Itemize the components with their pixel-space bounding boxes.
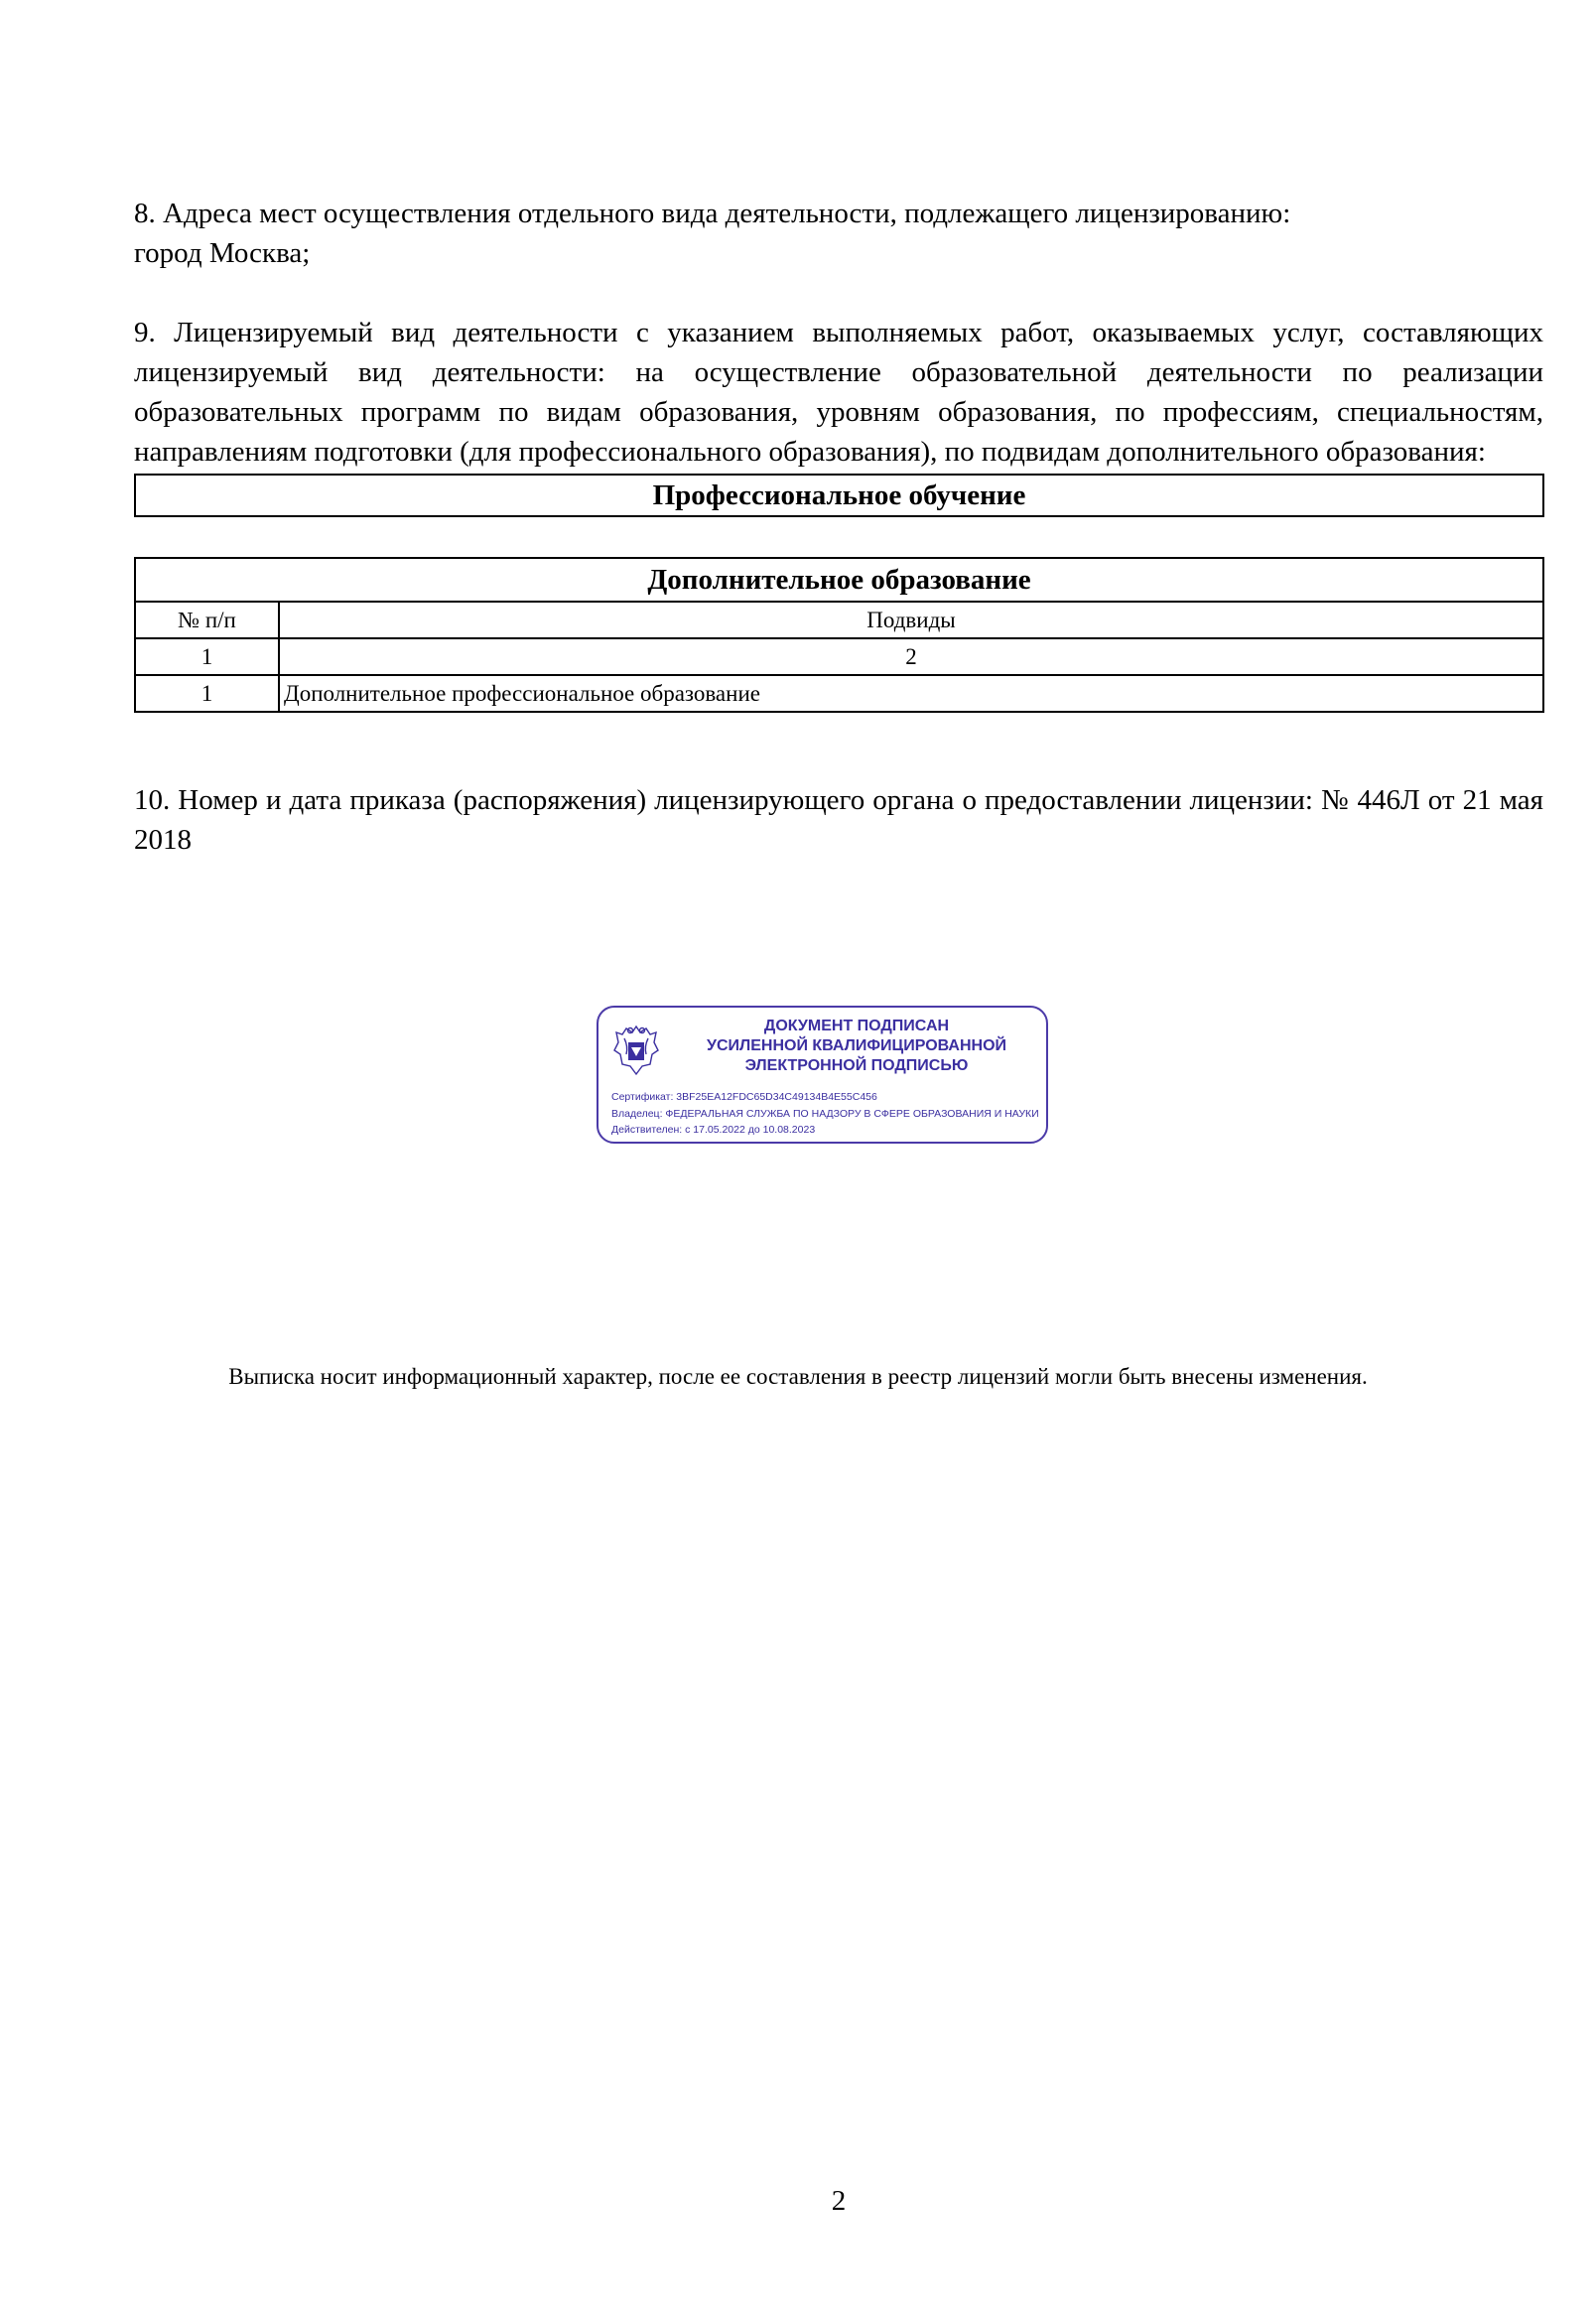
stamp-heading: ДОКУМЕНТ ПОДПИСАН УСИЛЕННОЙ КВАЛИФИЦИРОВАННОЙ ЭЛЕКТРОННОЙ ПОДПИСЬЮ: [706, 1018, 1007, 1074]
section-8-value: город Москва;: [134, 237, 311, 269]
table-header-row: [135, 602, 1543, 638]
column-index-1: 1: [135, 638, 279, 675]
professional-training-table: [134, 474, 1544, 517]
row-subtype: Дополнительное профессиональное образование: [279, 675, 1543, 712]
stamp-certificate: Сертификат: 3BF25EA12FDC65D34C49134B4E55C456: [611, 1091, 877, 1103]
coat-of-arms-icon: [610, 1021, 662, 1078]
table-index-row: [135, 638, 1543, 675]
column-header-subtypes: Подвиды: [279, 602, 1543, 638]
row-number: 1: [135, 675, 279, 712]
disclaimer-note: Выписка носит информационный характер, после ее составления в реестр лицензий могли быть внесены изменения.: [228, 1364, 1368, 1389]
stamp-owner: Владелец: ФЕДЕРАЛЬНАЯ СЛУЖБА ПО НАДЗОРУ В СФЕРЕ ОБРАЗОВАНИЯ И НАУКИ: [611, 1108, 1039, 1120]
professional-training-title: Профессиональное обучение: [135, 475, 1543, 516]
page-number: 2: [831, 2185, 847, 2217]
section-8-label: 8. Адреса мест осуществления отдельного вида деятельности, подлежащего лицензированию:: [134, 198, 1291, 229]
section-10-text: 10. Номер и дата приказа (распоряжения) лицензирующего органа о предоставлении лицензии: № 446Л от 21 мая 2018: [134, 784, 1543, 856]
stamp-validity: Действителен: с 17.05.2022 до 10.08.2023: [611, 1124, 816, 1136]
column-index-2: 2: [279, 638, 1543, 675]
document-body: [134, 194, 1543, 860]
additional-education-table: [134, 557, 1544, 713]
table-row: [135, 675, 1543, 712]
additional-education-title: Дополнительное образование: [135, 558, 1543, 602]
column-header-number: № п/п: [135, 602, 279, 638]
section-9-text: 9. Лицензируемый вид деятельности с указанием выполняемых работ, оказываемых услуг, составляющих лицензируемый вид деятельности: на осуществление образовательной деятельности по реализации образовательных программ по видам образования, уровням образования, по профессиям, специальностям, направлениям подготовки (для профессионального образования), по подвидам дополнительного образования:: [134, 317, 1543, 468]
electronic-signature-stamp: [597, 1006, 1048, 1144]
